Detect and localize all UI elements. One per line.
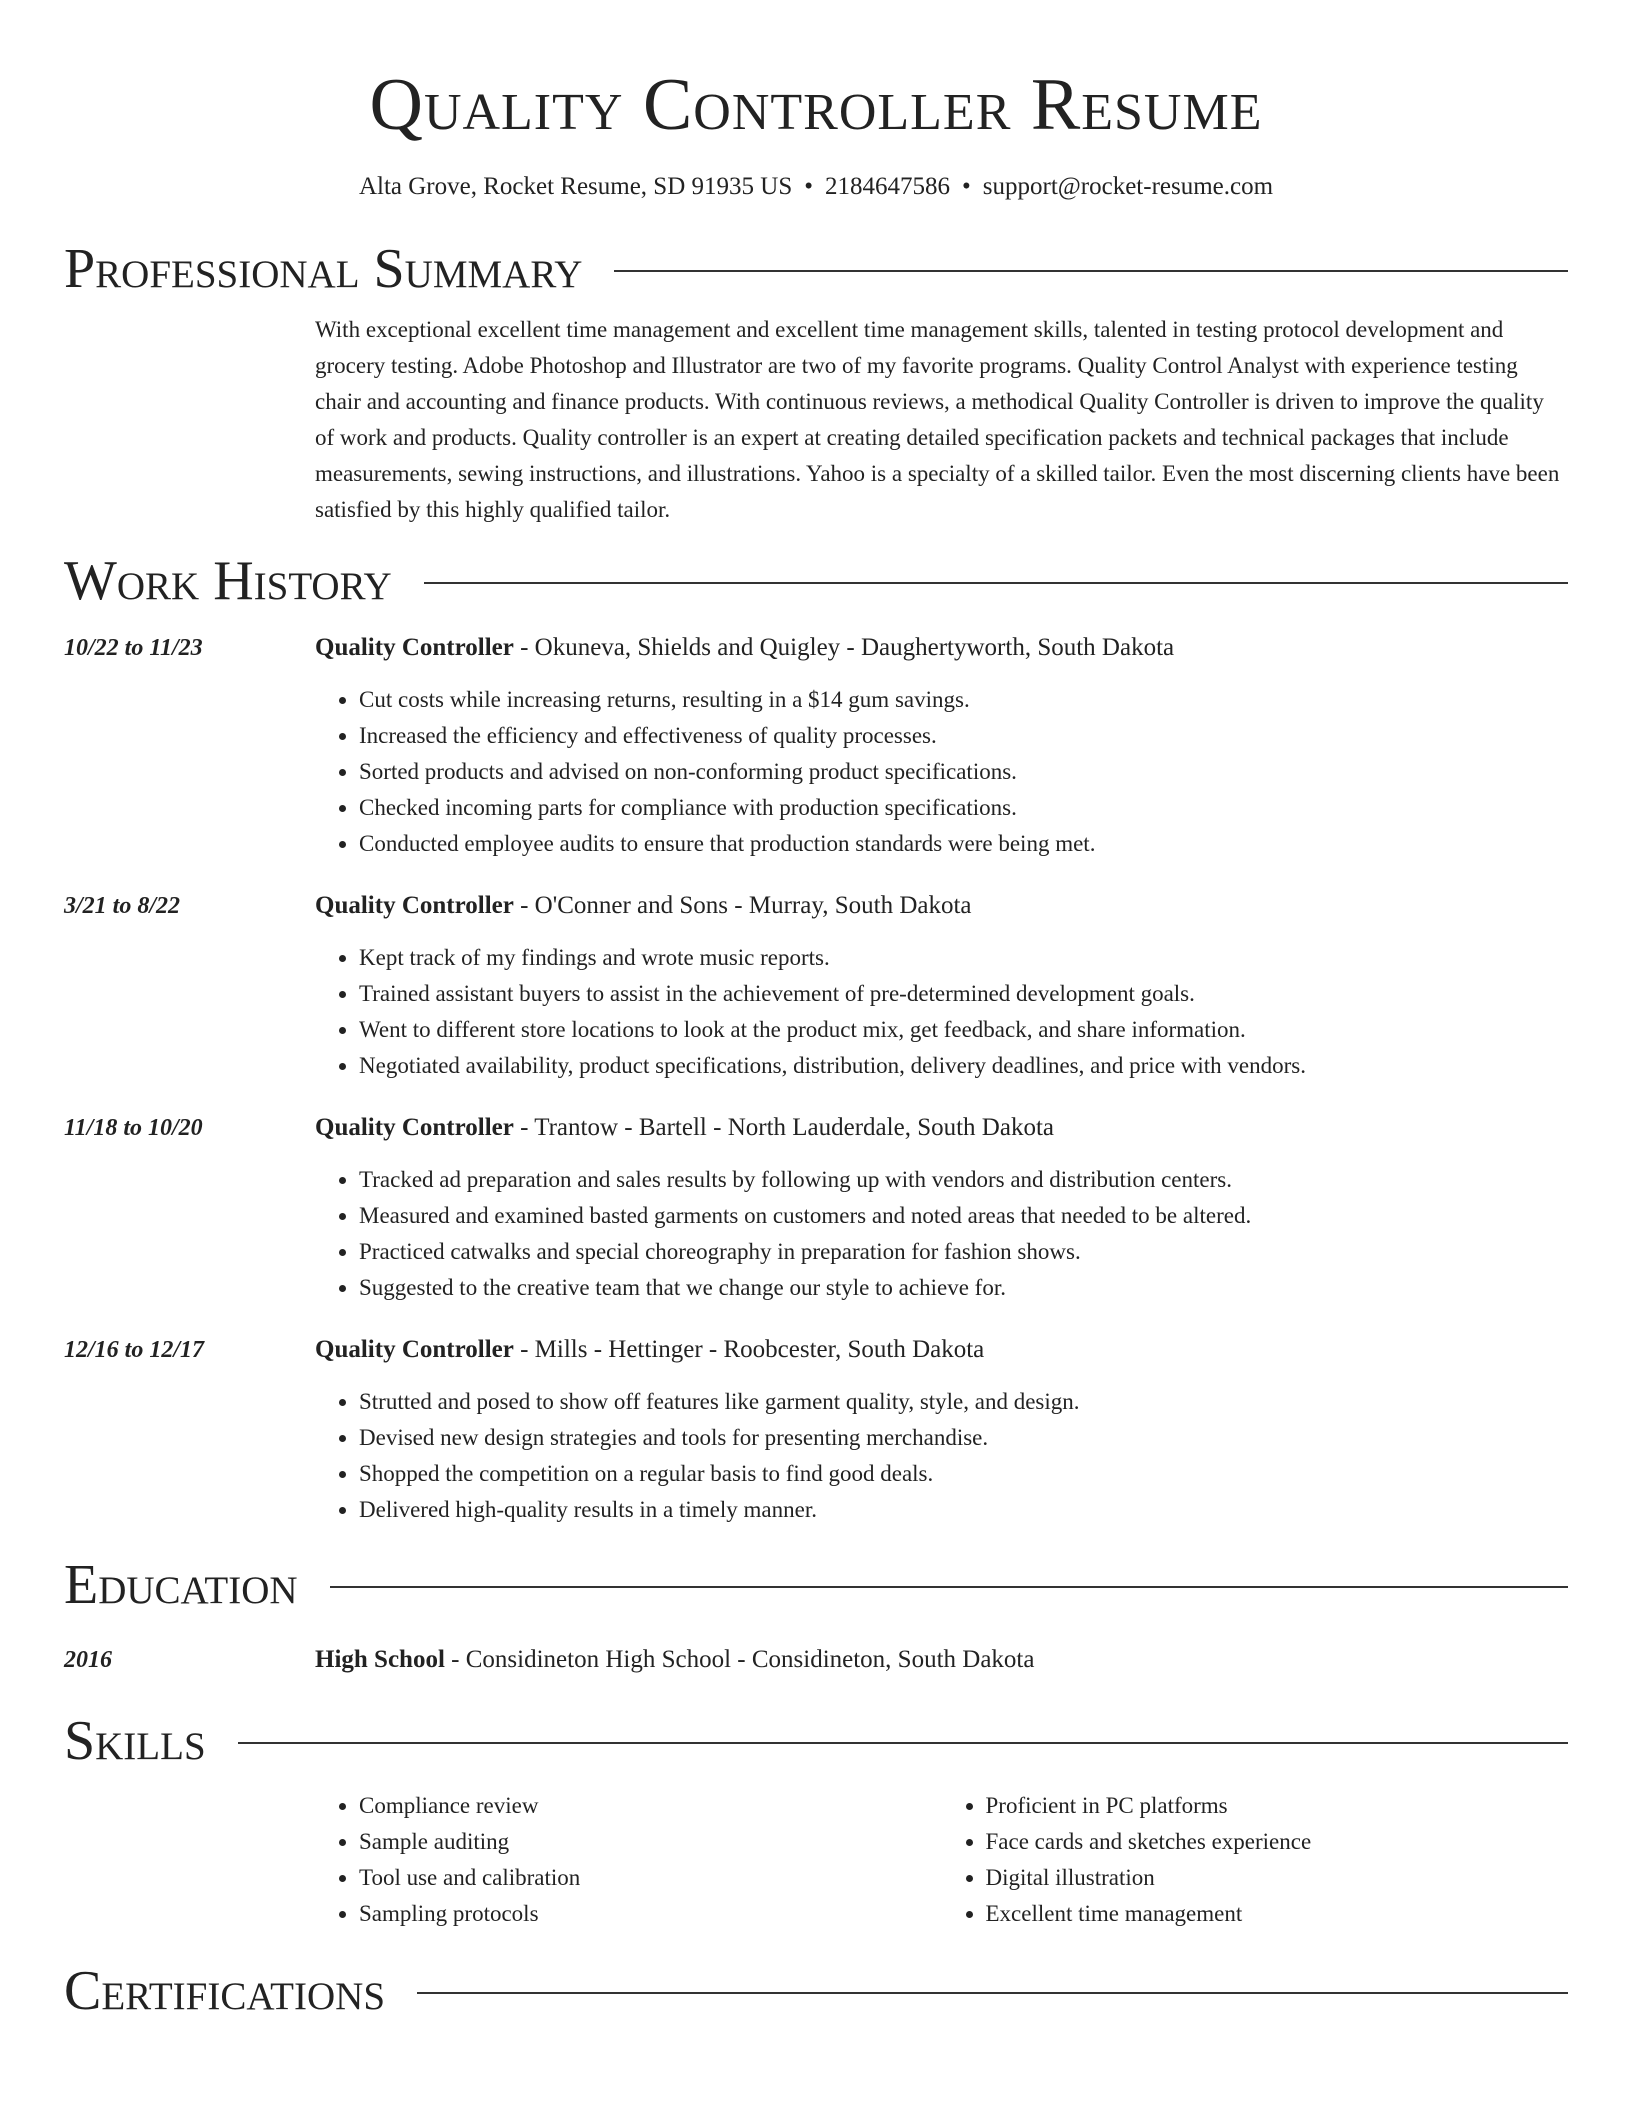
- list-item: • Strutted and posed to show off features like garment quality, style, and design.: [359, 1384, 1568, 1420]
- education-entry: [64, 1642, 1568, 1678]
- contact-address: Alta Grove, Rocket Resume, SD 91935 US: [358, 173, 793, 200]
- skills-list: [315, 1788, 1568, 1932]
- contact-line: [64, 170, 1568, 204]
- list-item: • Measured and examined basted garments on customers and noted areas that needed to be altered.: [359, 1198, 1568, 1234]
- job-dates: 3/21 to 8/22: [64, 893, 181, 919]
- job-dates: 11/18 to 10/20: [64, 1115, 203, 1141]
- skill-item: • Tool use and calibration: [359, 1860, 942, 1896]
- list-item: • Conducted employee audits to ensure that production standards were being met.: [359, 826, 1568, 862]
- skill-item: • Sampling protocols: [359, 1896, 942, 1932]
- job-bullets: [315, 682, 1568, 862]
- job-details: - Mills - Hettinger - Roobcester, South Dakota: [513, 1336, 985, 1363]
- list-item: • Kept track of my findings and wrote music reports.: [359, 940, 1568, 976]
- list-item: • Practiced catwalks and special choreography in preparation for fashion shows.: [359, 1234, 1568, 1270]
- job-bullets: [315, 940, 1568, 1084]
- section-header-education: [64, 1554, 1568, 1616]
- list-item: • Suggested to the creative team that we change our style to achieve for.: [359, 1270, 1568, 1306]
- contact-separator: •: [962, 173, 971, 200]
- job-details: - Okuneva, Shields and Quigley - Daughertyworth, South Dakota: [513, 634, 1175, 661]
- section-divider: [417, 1992, 1568, 1994]
- list-item: • Checked incoming parts for compliance with production specifications.: [359, 790, 1568, 826]
- section-title-work: Work History: [64, 550, 392, 612]
- list-item: • Shopped the competition on a regular basis to find good deals.: [359, 1456, 1568, 1492]
- job-role: Quality Controller: [315, 1336, 514, 1363]
- job-heading: [315, 1110, 1568, 1146]
- section-title-skills: Skills: [64, 1710, 206, 1772]
- education-heading: [315, 1642, 1034, 1678]
- section-title-education: Education: [64, 1554, 298, 1616]
- list-item: • Sorted products and advised on non-conforming product specifications.: [359, 754, 1568, 790]
- job-heading: [315, 888, 1568, 924]
- section-divider: [614, 270, 1568, 272]
- skill-item: • Excellent time management: [986, 1896, 1569, 1932]
- section-header-certifications: [64, 1960, 1568, 2022]
- skill-item: • Sample auditing: [359, 1824, 942, 1860]
- job-details: - Trantow - Bartell - North Lauderdale, South Dakota: [513, 1114, 1054, 1141]
- contact-separator: •: [804, 173, 813, 200]
- contact-phone: 2184647586: [825, 173, 950, 200]
- job-body: [315, 1332, 1568, 1528]
- list-item: • Cut costs while increasing returns, resulting in a $14 gum savings.: [359, 682, 1568, 718]
- list-item: • Tracked ad preparation and sales results by following up with vendors and distribution centers.: [359, 1162, 1568, 1198]
- section-header-skills: [64, 1710, 1568, 1772]
- list-item: • Went to different store locations to look at the product mix, get feedback, and share information.: [359, 1012, 1568, 1048]
- job-heading: [315, 630, 1568, 666]
- section-title-summary: Professional Summary: [64, 238, 583, 300]
- page-title: Quality Controller Resume: [369, 64, 1263, 146]
- job-entry: [64, 630, 1568, 862]
- section-divider: [330, 1586, 1568, 1588]
- summary-text: With exceptional excellent time management and excellent time management skills, talented in testing protocol development and grocery testing. Adobe Photoshop and Illustrator are two of my favorite programs. Quality Control Analyst with experience testing chair and accounting and finance products. With continuous reviews, a methodical Quality Controller is driven to improve the quality of work and products. Quality controller is an expert at creating detailed specification packets and technical packages that include measurements, sewing instructions, and illustrations. Yahoo is a specialty of a skilled tailor. Even the most discerning clients have been satisfied by this highly qualified tailor.: [315, 317, 1560, 522]
- list-item: • Trained assistant buyers to assist in the achievement of pre-determined development goals.: [359, 976, 1568, 1012]
- education-degree: High School: [315, 1646, 445, 1673]
- list-item: • Devised new design strategies and tools for presenting merchandise.: [359, 1420, 1568, 1456]
- section-header-work: [64, 550, 1568, 612]
- list-item: • Negotiated availability, product specifications, distribution, delivery deadlines, and price with vendors.: [359, 1048, 1568, 1084]
- job-body: [315, 888, 1568, 1084]
- job-role: Quality Controller: [315, 634, 514, 661]
- job-body: [315, 1110, 1568, 1306]
- job-body: [315, 630, 1568, 862]
- section-title-certifications: Certifications: [64, 1960, 386, 2022]
- job-role: Quality Controller: [315, 1114, 514, 1141]
- job-details: - O'Conner and Sons - Murray, South Dakota: [513, 892, 972, 919]
- skill-item: • Proficient in PC platforms: [986, 1788, 1569, 1824]
- section-divider: [424, 582, 1568, 584]
- job-entry: [64, 888, 1568, 1084]
- skills-column-left: [315, 1788, 942, 1932]
- job-bullets: [315, 1384, 1568, 1528]
- skill-item: • Digital illustration: [986, 1860, 1569, 1896]
- section-divider: [238, 1742, 1568, 1744]
- education-year: 2016: [64, 1647, 112, 1673]
- job-entry: [64, 1110, 1568, 1306]
- education-details: - Considineton High School - Considineton, South Dakota: [444, 1646, 1035, 1673]
- job-entry: [64, 1332, 1568, 1528]
- job-role: Quality Controller: [315, 892, 514, 919]
- list-item: • Increased the efficiency and effectiveness of quality processes.: [359, 718, 1568, 754]
- skills-column-right: [942, 1788, 1569, 1932]
- job-dates: 10/22 to 11/23: [64, 635, 203, 661]
- skill-item: • Compliance review: [359, 1788, 942, 1824]
- skill-item: • Face cards and sketches experience: [986, 1824, 1569, 1860]
- contact-email[interactable]: support@rocket-resume.com: [982, 173, 1274, 200]
- resume-page: [64, 0, 1568, 2022]
- list-item: • Delivered high-quality results in a timely manner.: [359, 1492, 1568, 1528]
- section-header-summary: [64, 238, 1568, 300]
- job-dates: 12/16 to 12/17: [64, 1337, 205, 1363]
- job-bullets: [315, 1162, 1568, 1306]
- job-heading: [315, 1332, 1568, 1368]
